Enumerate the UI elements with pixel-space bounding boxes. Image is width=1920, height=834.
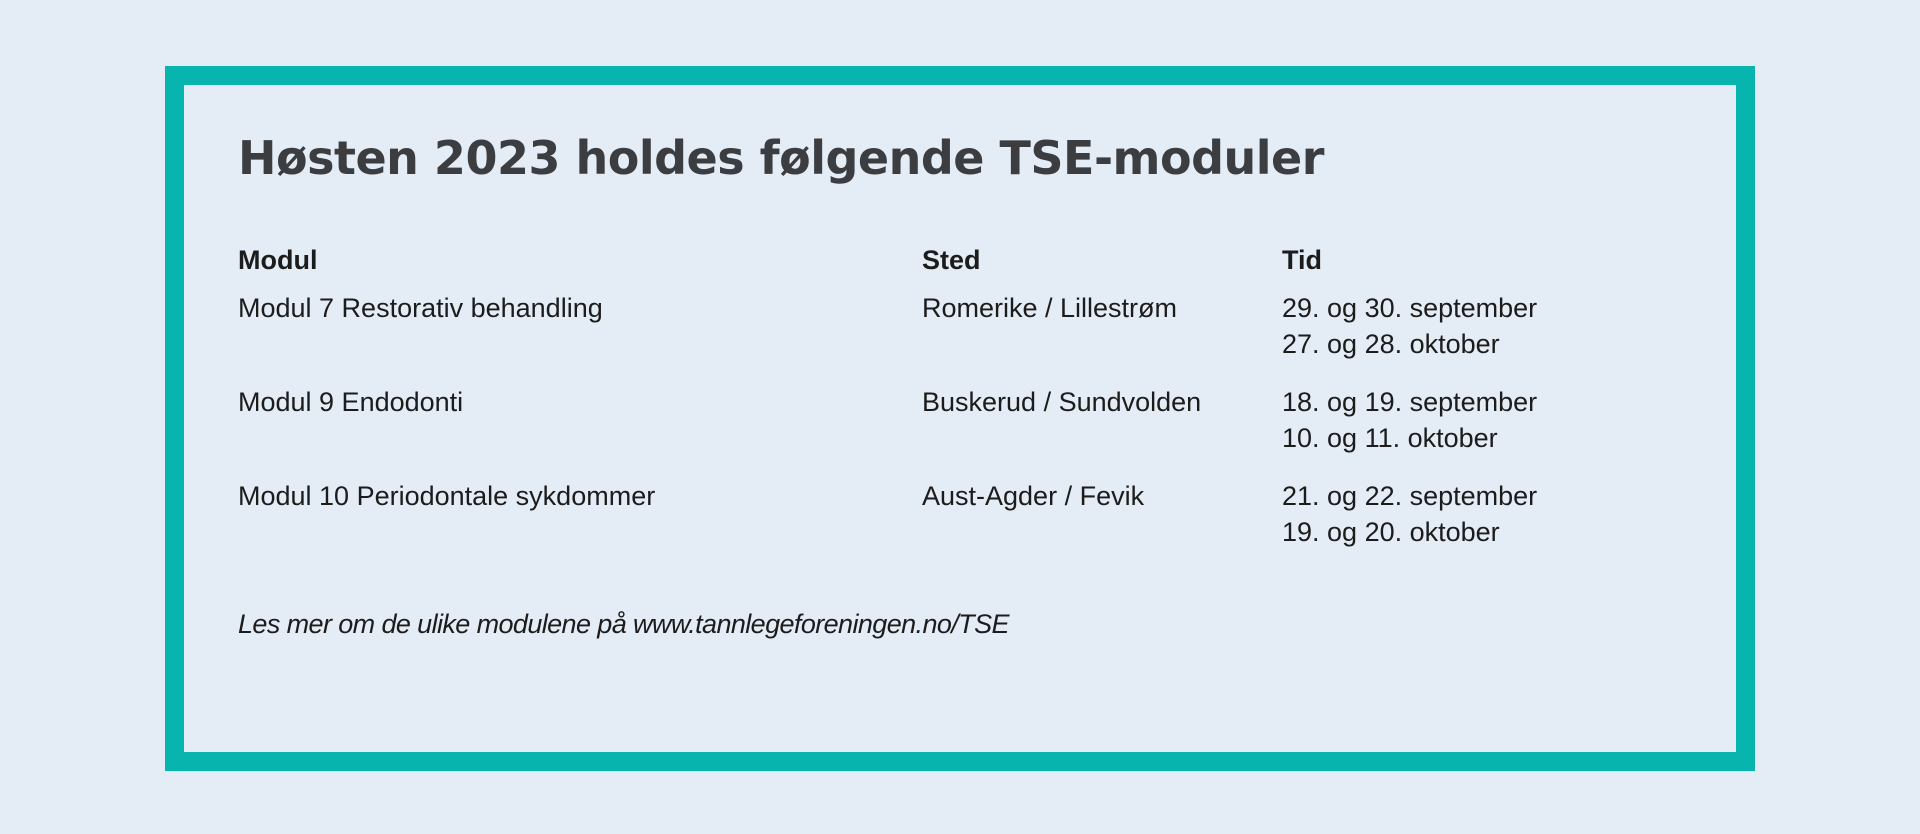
page-title: Høsten 2023 holdes følgende TSE-moduler [238,131,1324,185]
date-line: 19. og 20. oktober [1282,517,1500,547]
date-line: 27. og 28. oktober [1282,329,1500,359]
table-row [238,478,1638,572]
column-header-tid: Tid [1282,245,1322,275]
date-line: 10. og 11. oktober [1282,423,1498,453]
module-location: Romerike / Lillestrøm [922,293,1178,323]
module-table [238,242,1638,572]
table-header-row [238,242,1638,290]
column-header-sted: Sted [922,245,981,275]
date-line: 21. og 22. september [1282,481,1538,511]
module-dates [1282,384,1638,478]
module-name: Modul 9 Endodonti [238,387,464,417]
table-row [238,290,1638,384]
date-line: 18. og 19. september [1282,387,1538,417]
module-dates [1282,478,1638,572]
column-header-modul: Modul [238,245,318,275]
date-line: 29. og 30. september [1282,293,1538,323]
module-name: Modul 7 Restorativ behandling [238,293,603,323]
info-box [165,66,1755,771]
module-location: Aust-Agder / Fevik [922,481,1145,511]
module-location: Buskerud / Sundvolden [922,387,1202,417]
footnote: Les mer om de ulike modulene på www.tannlegeforeningen.no/TSE [238,609,1009,639]
module-name: Modul 10 Periodontale sykdommer [238,481,656,511]
table-row [238,384,1638,478]
module-dates [1282,290,1638,384]
